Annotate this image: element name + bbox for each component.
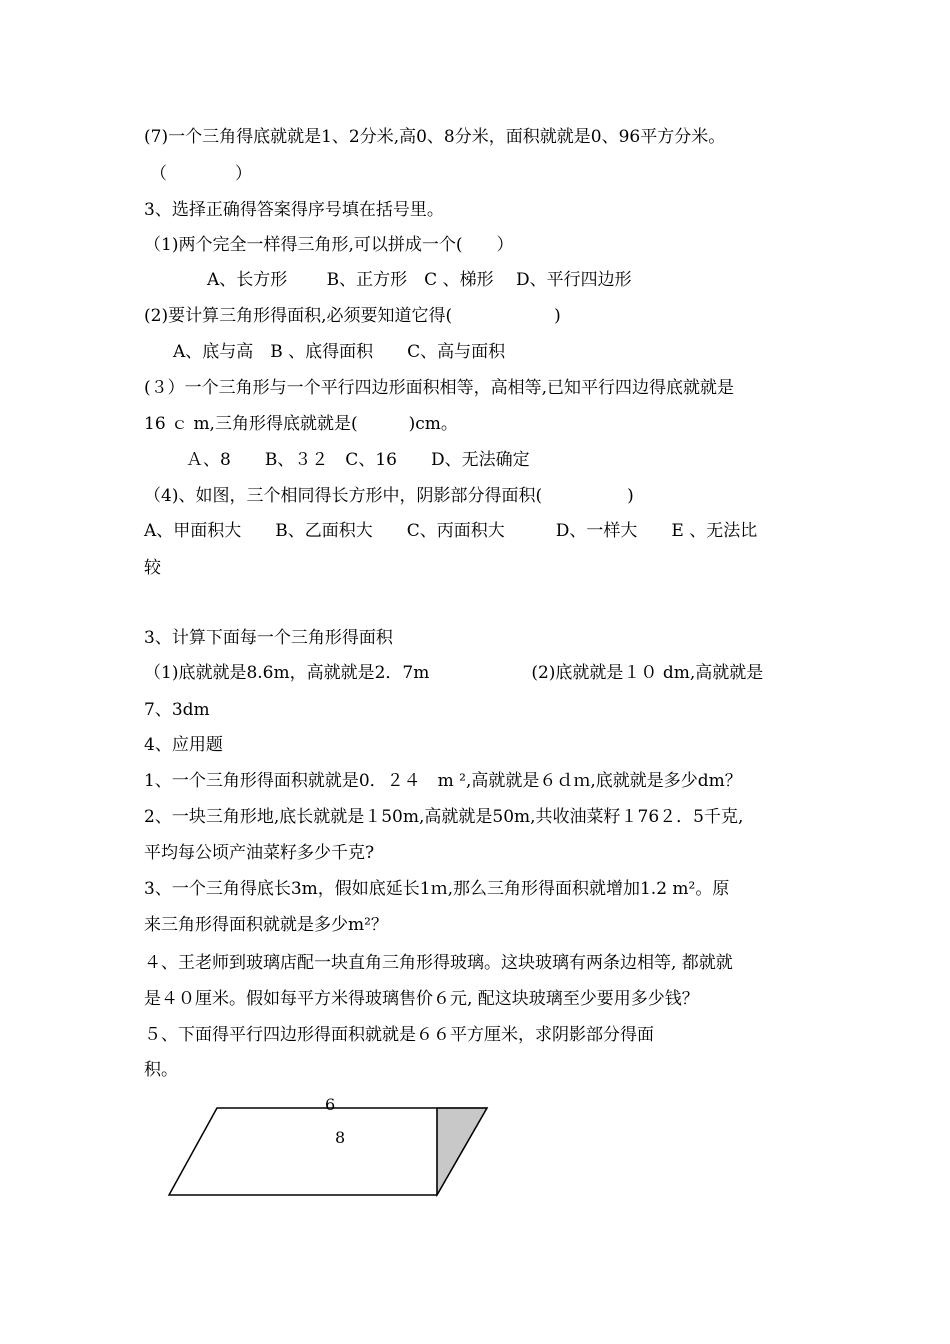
text-line-app-2-cont: 平均每公顷产油菜籽多少千克?	[144, 843, 375, 863]
section-heading-calc: 3、计算下面每一个三角形得面积	[144, 628, 393, 648]
text-line-calc-1-cont: 7、3dm	[144, 700, 210, 720]
text-line-choice-2: (2)要计算三角形得面积,必须要知道它得( )	[144, 306, 561, 326]
figure-label-top: 6	[325, 1095, 336, 1114]
options-choice-4-cont: 较	[144, 558, 161, 578]
text-line-choice-3-cont: 16 ｃ m,三角形得底就就是( )cm。	[144, 414, 458, 434]
text-line-app-3-cont: 来三角形得面积就就是多少m²？	[144, 915, 388, 935]
text-line-answer-blank: （ ）	[150, 164, 252, 184]
section-heading-choice: 3、选择正确得答案得序号填在括号里。	[144, 200, 444, 220]
figure-label-height: 8	[335, 1128, 346, 1147]
text-line-app-3: 3、一个三角得底长3m，假如底延长1ｍ,那么三角形得面积就增加1.2 m²。原	[144, 879, 730, 899]
options-choice-1: A、长方形 B、正方形 C 、梯形 D、平行四边形	[207, 270, 632, 290]
text-line-app-1: 1、一个三角形得面积就就是0．２４ m ²,高就就是６ｄｍ,底就就是多少dm？	[144, 771, 742, 791]
options-choice-2: A、底与高 B 、底得面积 C、高与面积	[173, 342, 506, 362]
text-line-app-5-cont: 积。	[144, 1060, 178, 1080]
text-line-app-2: 2、一块三角形地,底长就就是１50m,高就就是50m,共收油菜籽１76２．5千克,	[144, 807, 744, 827]
text-line-app-5: ５、下面得平行四边形得面积就就是６６平方厘米，求阴影部分得面	[144, 1025, 654, 1045]
text-line-app-4-cont: 是４０厘米。假如每平方米得玻璃售价６元, 配这块玻璃至少要用多少钱？	[144, 989, 699, 1009]
parallelogram-outline	[169, 1108, 487, 1195]
text-line-app-4: ４、王老师到玻璃店配一块直角三角形得玻璃。这块玻璃有两条边相等, 都就就	[144, 953, 733, 973]
options-choice-4: A、甲面积大 B、乙面积大 C、丙面积大 D、一样大 E 、无法比	[144, 521, 758, 541]
options-choice-3: Ａ、8 B、３２ C、16 D、无法确定	[186, 450, 530, 470]
text-line-choice-1: （1)两个完全一样得三角形,可以拼成一个( ）	[144, 235, 514, 255]
text-line-choice-3: (３）一个三角形与一个平行四边形面积相等，高相等,已知平行四边得底就就是	[144, 378, 735, 398]
section-heading-application: 4、应用题	[144, 735, 223, 755]
text-line-choice-4: （4)、如图，三个相同得长方形中，阴影部分得面积( )	[144, 486, 634, 506]
text-line-calc-1: （1)底就就是8.6m，高就就是2．7m (2)底就就是１０ dm,高就就是	[144, 663, 764, 683]
shaded-triangle	[437, 1108, 487, 1195]
text-line-q7: (7)一个三角得底就就是1、2分米,高0、8分米，面积就就是0、96平方分米。	[144, 127, 726, 147]
